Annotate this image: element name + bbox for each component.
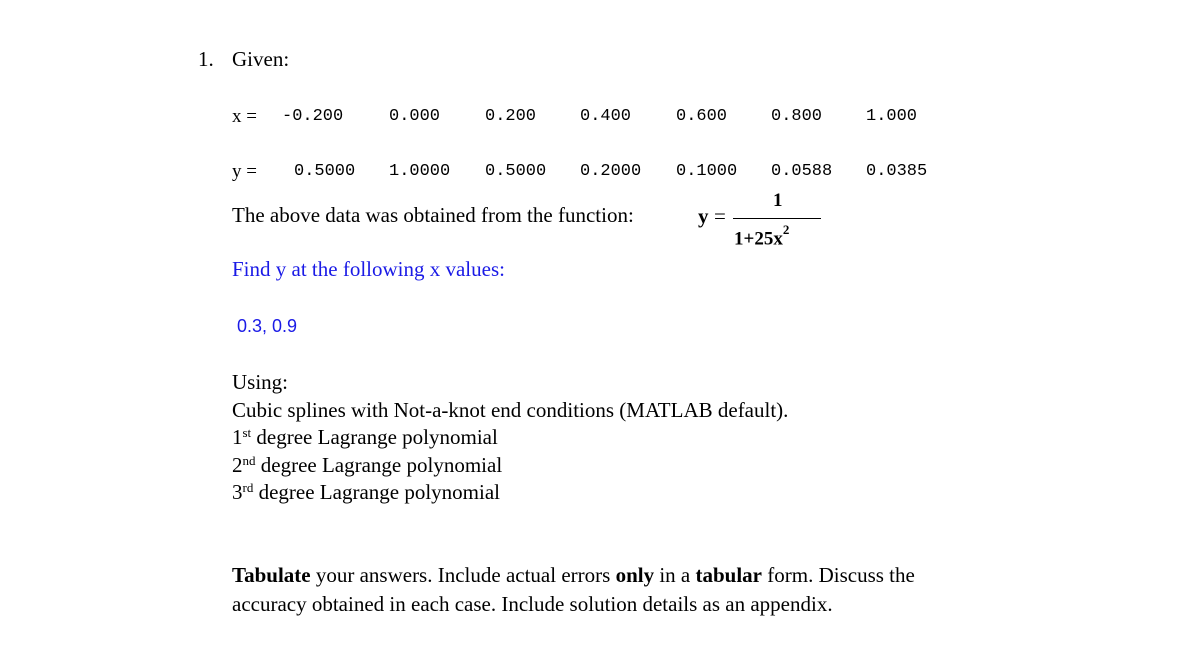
ordinal-suffix: st xyxy=(242,425,252,440)
x-value: 1.000 xyxy=(866,107,918,126)
y-value: 0.1000 xyxy=(676,162,738,181)
task-text: your answers. Include actual errors xyxy=(310,563,616,587)
y-value: 0.0588 xyxy=(771,162,833,181)
fraction-denominator xyxy=(734,222,790,250)
denominator-base: 1+25x xyxy=(734,228,783,250)
methods-list xyxy=(232,369,788,507)
y-value: 0.0385 xyxy=(866,162,928,181)
question-heading: Given: xyxy=(232,47,290,71)
ordinal-suffix: rd xyxy=(242,480,254,495)
denominator-exponent: 2 xyxy=(782,222,790,237)
find-x-values: 0.3, 0.9 xyxy=(237,316,298,336)
find-prompt: Find y at the following x values: xyxy=(232,257,505,281)
method-text: degree Lagrange polynomial xyxy=(255,452,503,477)
y-value: 0.5000 xyxy=(294,162,356,181)
method-text: degree Lagrange polynomial xyxy=(251,425,498,449)
task-text: in a xyxy=(654,563,696,587)
ordinal-suffix: nd xyxy=(242,452,256,468)
ordinal-number: 2 xyxy=(232,452,243,477)
emphasis-tabulate: Tabulate xyxy=(232,563,311,587)
ordinal-number: 3 xyxy=(232,480,243,504)
task-line-1 xyxy=(232,561,915,590)
y-row-label: y = xyxy=(232,161,257,182)
method-cubic-spline: Cubic splines with Not-a-knot end conditions (MATLAB default). xyxy=(232,397,789,422)
x-value: 0.600 xyxy=(676,107,728,126)
function-equals: = xyxy=(714,204,726,228)
method-text: degree Lagrange polynomial xyxy=(253,480,500,504)
ordinal-number: 1 xyxy=(232,425,243,449)
question-number: 1. xyxy=(198,47,214,71)
x-value: 0.200 xyxy=(485,107,537,126)
function-lhs: y xyxy=(698,204,709,228)
x-value: -0.200 xyxy=(282,107,344,126)
task-instructions xyxy=(232,561,915,618)
y-value: 1.0000 xyxy=(389,162,451,181)
x-value: 0.400 xyxy=(580,107,632,126)
emphasis-only: only xyxy=(615,563,655,587)
method-lagrange-2 xyxy=(232,452,788,480)
x-value: 0.000 xyxy=(389,107,441,126)
task-line-2: accuracy obtained in each case. Include solution details as an appendix. xyxy=(232,591,833,616)
x-value: 0.800 xyxy=(771,107,823,126)
y-value: 0.2000 xyxy=(580,162,642,181)
emphasis-tabular: tabular xyxy=(695,563,762,587)
y-value: 0.5000 xyxy=(485,162,547,181)
function-description: The above data was obtained from the function: xyxy=(232,203,634,227)
fraction-bar xyxy=(733,218,821,219)
x-row-label: x = xyxy=(232,106,257,127)
task-text: form. Discuss the xyxy=(762,563,915,587)
fraction-numerator: 1 xyxy=(773,190,783,211)
method-lagrange-1 xyxy=(232,424,788,452)
methods-heading: Using: xyxy=(232,370,289,394)
method-lagrange-3 xyxy=(232,479,788,507)
